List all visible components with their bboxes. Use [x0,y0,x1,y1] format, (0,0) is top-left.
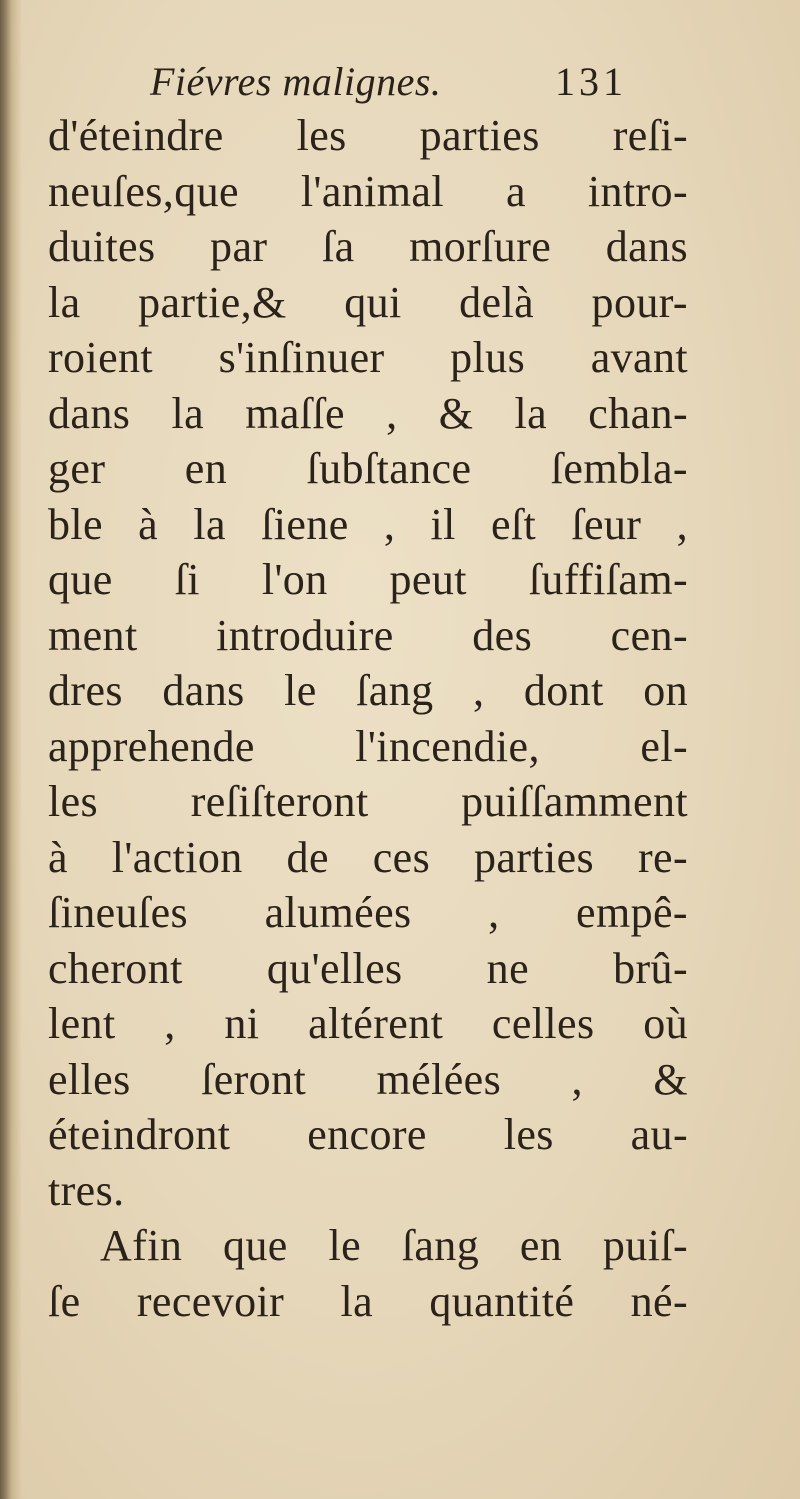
text-line: duites par ſa morſure dans [48,222,688,271]
text-line: ble à la ſiene , il eſt ſeur , [48,499,688,549]
text-line: ment introduire des cen- [48,610,688,660]
text-line: dans la maſſe , & la chan- [48,388,688,438]
text-line: ger en ſubſtance ſembla- [48,444,688,493]
text-line: à l'action de ces parties re- [48,832,688,882]
text-line: ſineuſes alumées , empê- [48,888,688,937]
text-line: roient s'inſinuer plus avant [48,333,688,382]
text-line: elles ſeront mélées , & [48,1054,688,1104]
page-header [150,58,650,108]
body-text [48,108,688,1329]
text-line: ſe recevoir la quantité né- [48,1276,688,1326]
text-line: lent , ni altérent celles où [48,999,688,1048]
page-binding-edge [0,0,22,1499]
text-line: cheront qu'elles ne brû- [48,943,688,993]
text-line: apprehende l'incendie, el- [48,721,688,771]
text-line: éteindront encore les au- [48,1110,688,1159]
text-line: dres dans le ſang , dont on [48,666,688,715]
paragraph-start-line: Afin que le ſang en puiſ- [100,1221,688,1270]
page-number: 131 [555,59,627,104]
text-line: que ſi l'on peut ſuffiſam- [48,555,688,604]
text-line: d'éteindre les parties reſi- [48,111,688,160]
text-line: les reſiſteront puiſſamment [48,777,688,826]
running-title: Fiévres malignes. [150,59,442,104]
text-line: neuſes,que l'animal a intro- [48,166,688,216]
paragraph-end-line: tres. [48,1165,125,1215]
text-line: la partie,& qui delà pour- [48,277,688,327]
